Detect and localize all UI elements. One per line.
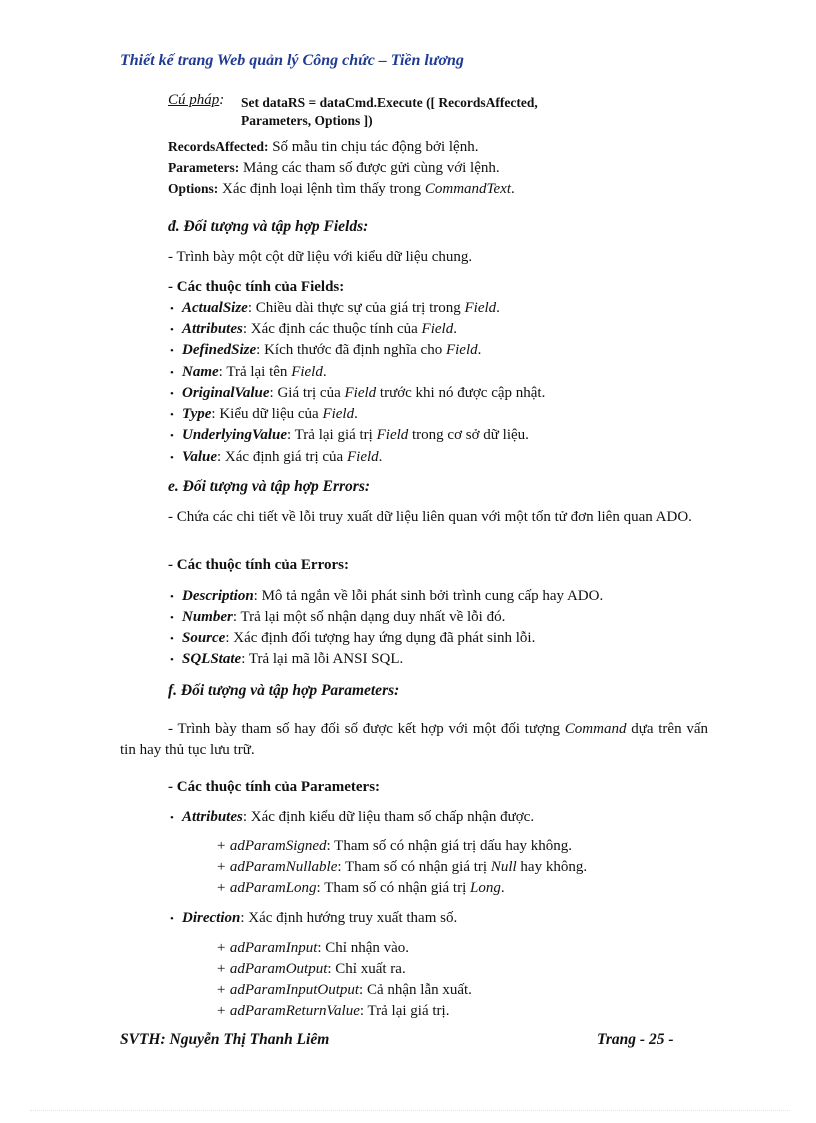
fields-intro: - Trình bày một cột dữ liệu với kiểu dữ liệu chung. — [168, 249, 473, 265]
fields-prop-name: • Name: Trả lại tên Field. — [170, 364, 327, 380]
parameters-prop-direction: • Direction: Xác định hướng truy xuất tham số. — [170, 910, 458, 926]
attr-sub-adparamsigned: + adParamSigned: Tham số có nhận giá trị dấu hay không. — [216, 838, 573, 854]
fields-prop-type: • Type: Kiểu dữ liệu của Field. — [170, 406, 358, 422]
dir-sub-adparamreturnvalue: + adParamReturnValue: Trả lại giá trị. — [216, 1003, 450, 1019]
fields-prop-actualsize: • ActualSize: Chiều dài thực sự của giá trị trong Field. — [170, 300, 500, 316]
param-parameters: Parameters: Mảng các tham số được gửi cùng với lệnh. — [168, 160, 500, 176]
fields-props-heading: - Các thuộc tính của Fields: — [168, 279, 345, 295]
errors-prop-description: • Description: Mô tả ngắn về lỗi phát sinh bởi trình cung cấp hay ADO. — [170, 588, 604, 604]
errors-prop-sqlstate: • SQLState: Trả lại mã lỗi ANSI SQL. — [170, 651, 404, 667]
parameters-props-heading: - Các thuộc tính của Parameters: — [168, 779, 381, 795]
fields-prop-value: • Value: Xác định giá trị của Field. — [170, 449, 383, 465]
errors-prop-number: • Number: Trả lại một số nhận dạng duy nhất về lỗi đó. — [170, 609, 506, 625]
page-bottom-divider — [30, 1110, 790, 1111]
errors-intro: - Chứa các chi tiết về lỗi truy xuất dữ liệu liên quan với một tốn tử đơn liên quan ADO. — [168, 509, 692, 525]
fields-prop-attributes: • Attributes: Xác định các thuộc tính của Field. — [170, 321, 457, 337]
fields-prop-originalvalue: • OriginalValue: Giá trị của Field trước khi nó được cập nhật. — [170, 385, 546, 401]
footer-page-number: Trang - 25 - — [597, 1031, 674, 1048]
attr-sub-adparamnullable: + adParamNullable: Tham số có nhận giá trị Null hay không. — [216, 859, 588, 875]
section-heading-fields: đ. Đối tượng và tập hợp Fields: — [168, 218, 369, 235]
page-header-title: Thiết kế trang Web quản lý Công chức – Tiền lương — [120, 52, 464, 69]
parameters-intro: - Trình bày tham số hay đối số được kết hợp với một đối tượng Command dựa trên vấn tin hay thủ tục lưu trữ. — [120, 721, 708, 758]
attr-sub-adparamlong: + adParamLong: Tham số có nhận giá trị Long. — [216, 880, 505, 896]
dir-sub-adparaminputoutput: + adParamInputOutput: Cả nhận lẫn xuất. — [216, 982, 472, 998]
section-heading-errors: e. Đối tượng và tập hợp Errors: — [168, 478, 371, 495]
param-options: Options: Xác định loại lệnh tìm thấy trong CommandText. — [168, 181, 515, 197]
fields-prop-underlyingvalue: • UnderlyingValue: Trả lại giá trị Field trong cơ sở dữ liệu. — [170, 427, 529, 443]
syntax-line-2: Parameters, Options ]) — [241, 113, 373, 128]
errors-props-heading: - Các thuộc tính của Errors: — [168, 557, 349, 573]
syntax-label: Cú pháp: — [168, 92, 225, 108]
syntax-line-1: Set dataRS = dataCmd.Execute ([ RecordsAffected, — [241, 95, 538, 110]
fields-prop-definedsize: • DefinedSize: Kích thước đã định nghĩa cho Field. — [170, 342, 482, 358]
errors-prop-source: • Source: Xác định đối tượng hay ứng dụng đã phát sinh lỗi. — [170, 630, 536, 646]
section-heading-parameters: f. Đối tượng và tập hợp Parameters: — [168, 682, 400, 699]
dir-sub-adparaminput: + adParamInput: Chỉ nhận vào. — [216, 940, 410, 956]
dir-sub-adparamoutput: + adParamOutput: Chỉ xuất ra. — [216, 961, 406, 977]
footer-author: SVTH: Nguyễn Thị Thanh Liêm — [120, 1031, 330, 1048]
parameters-prop-attributes: • Attributes: Xác định kiểu dữ liệu tham số chấp nhận được. — [170, 809, 535, 825]
param-records-affected: RecordsAffected: Số mẫu tin chịu tác động bởi lệnh. — [168, 139, 479, 155]
